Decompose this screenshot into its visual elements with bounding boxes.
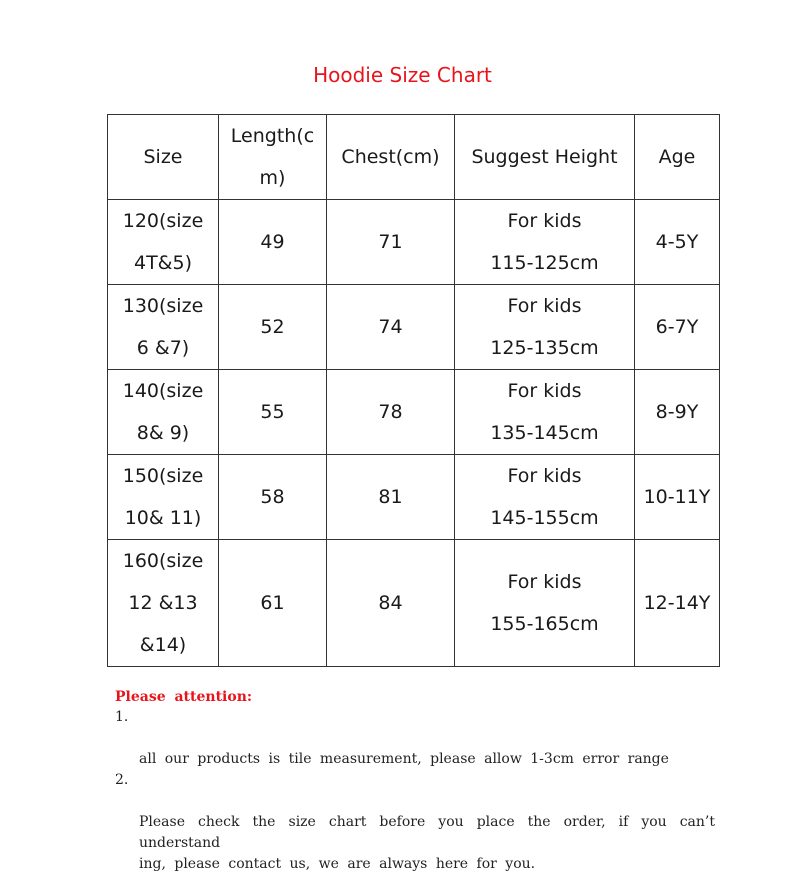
size-cell: 130(size 6 &7) [108, 285, 219, 370]
header-cell-suggest-height: Suggest Height [455, 115, 635, 200]
size-chart-table [107, 114, 720, 667]
length-cell: 55 [219, 370, 327, 455]
length-cell: 49 [219, 200, 327, 285]
chest-cell: 74 [327, 285, 455, 370]
suggest-height-cell: For kids 115-125cm [455, 200, 635, 285]
note-text: all our products is tile measurement, please allow 1-3cm error range [139, 751, 669, 767]
table-row [108, 540, 720, 667]
chest-cell: 81 [327, 455, 455, 540]
notes-section [115, 687, 715, 875]
age-cell: 12-14Y [635, 540, 720, 667]
length-cell: 52 [219, 285, 327, 370]
length-cell: 61 [219, 540, 327, 667]
suggest-height-cell: For kids 125-135cm [455, 285, 635, 370]
age-cell: 6-7Y [635, 285, 720, 370]
length-cell: 58 [219, 455, 327, 540]
note-number: 2. [115, 772, 129, 788]
header-cell-age: Age [635, 115, 720, 200]
header-cell-length: Length(c m) [219, 115, 327, 200]
header-cell-size: Size [108, 115, 219, 200]
suggest-height-cell: For kids 155-165cm [455, 540, 635, 667]
header-cell-chest: Chest(cm) [327, 115, 455, 200]
note-item [115, 707, 715, 770]
table-row [108, 285, 720, 370]
chest-cell: 71 [327, 200, 455, 285]
suggest-height-cell: For kids 145-155cm [455, 455, 635, 540]
chart-title: Hoodie Size Chart [313, 63, 492, 87]
age-cell: 10-11Y [635, 455, 720, 540]
note-item [115, 770, 715, 875]
attention-heading: Please attention: [115, 689, 253, 705]
size-cell: 150(size 10& 11) [108, 455, 219, 540]
header-row [108, 115, 720, 200]
note-number: 1. [115, 709, 129, 725]
table-row [108, 455, 720, 540]
age-cell: 4-5Y [635, 200, 720, 285]
size-cell: 120(size 4T&5) [108, 200, 219, 285]
size-cell: 160(size 12 &13 &14) [108, 540, 219, 667]
table-row [108, 370, 720, 455]
chest-cell: 78 [327, 370, 455, 455]
note-text: Please check the size chart before you place the order, if you can’t understand ing, please contact us, we are always here for you. [139, 814, 715, 872]
table-row [108, 200, 720, 285]
age-cell: 8-9Y [635, 370, 720, 455]
suggest-height-cell: For kids 135-145cm [455, 370, 635, 455]
size-cell: 140(size 8& 9) [108, 370, 219, 455]
chest-cell: 84 [327, 540, 455, 667]
